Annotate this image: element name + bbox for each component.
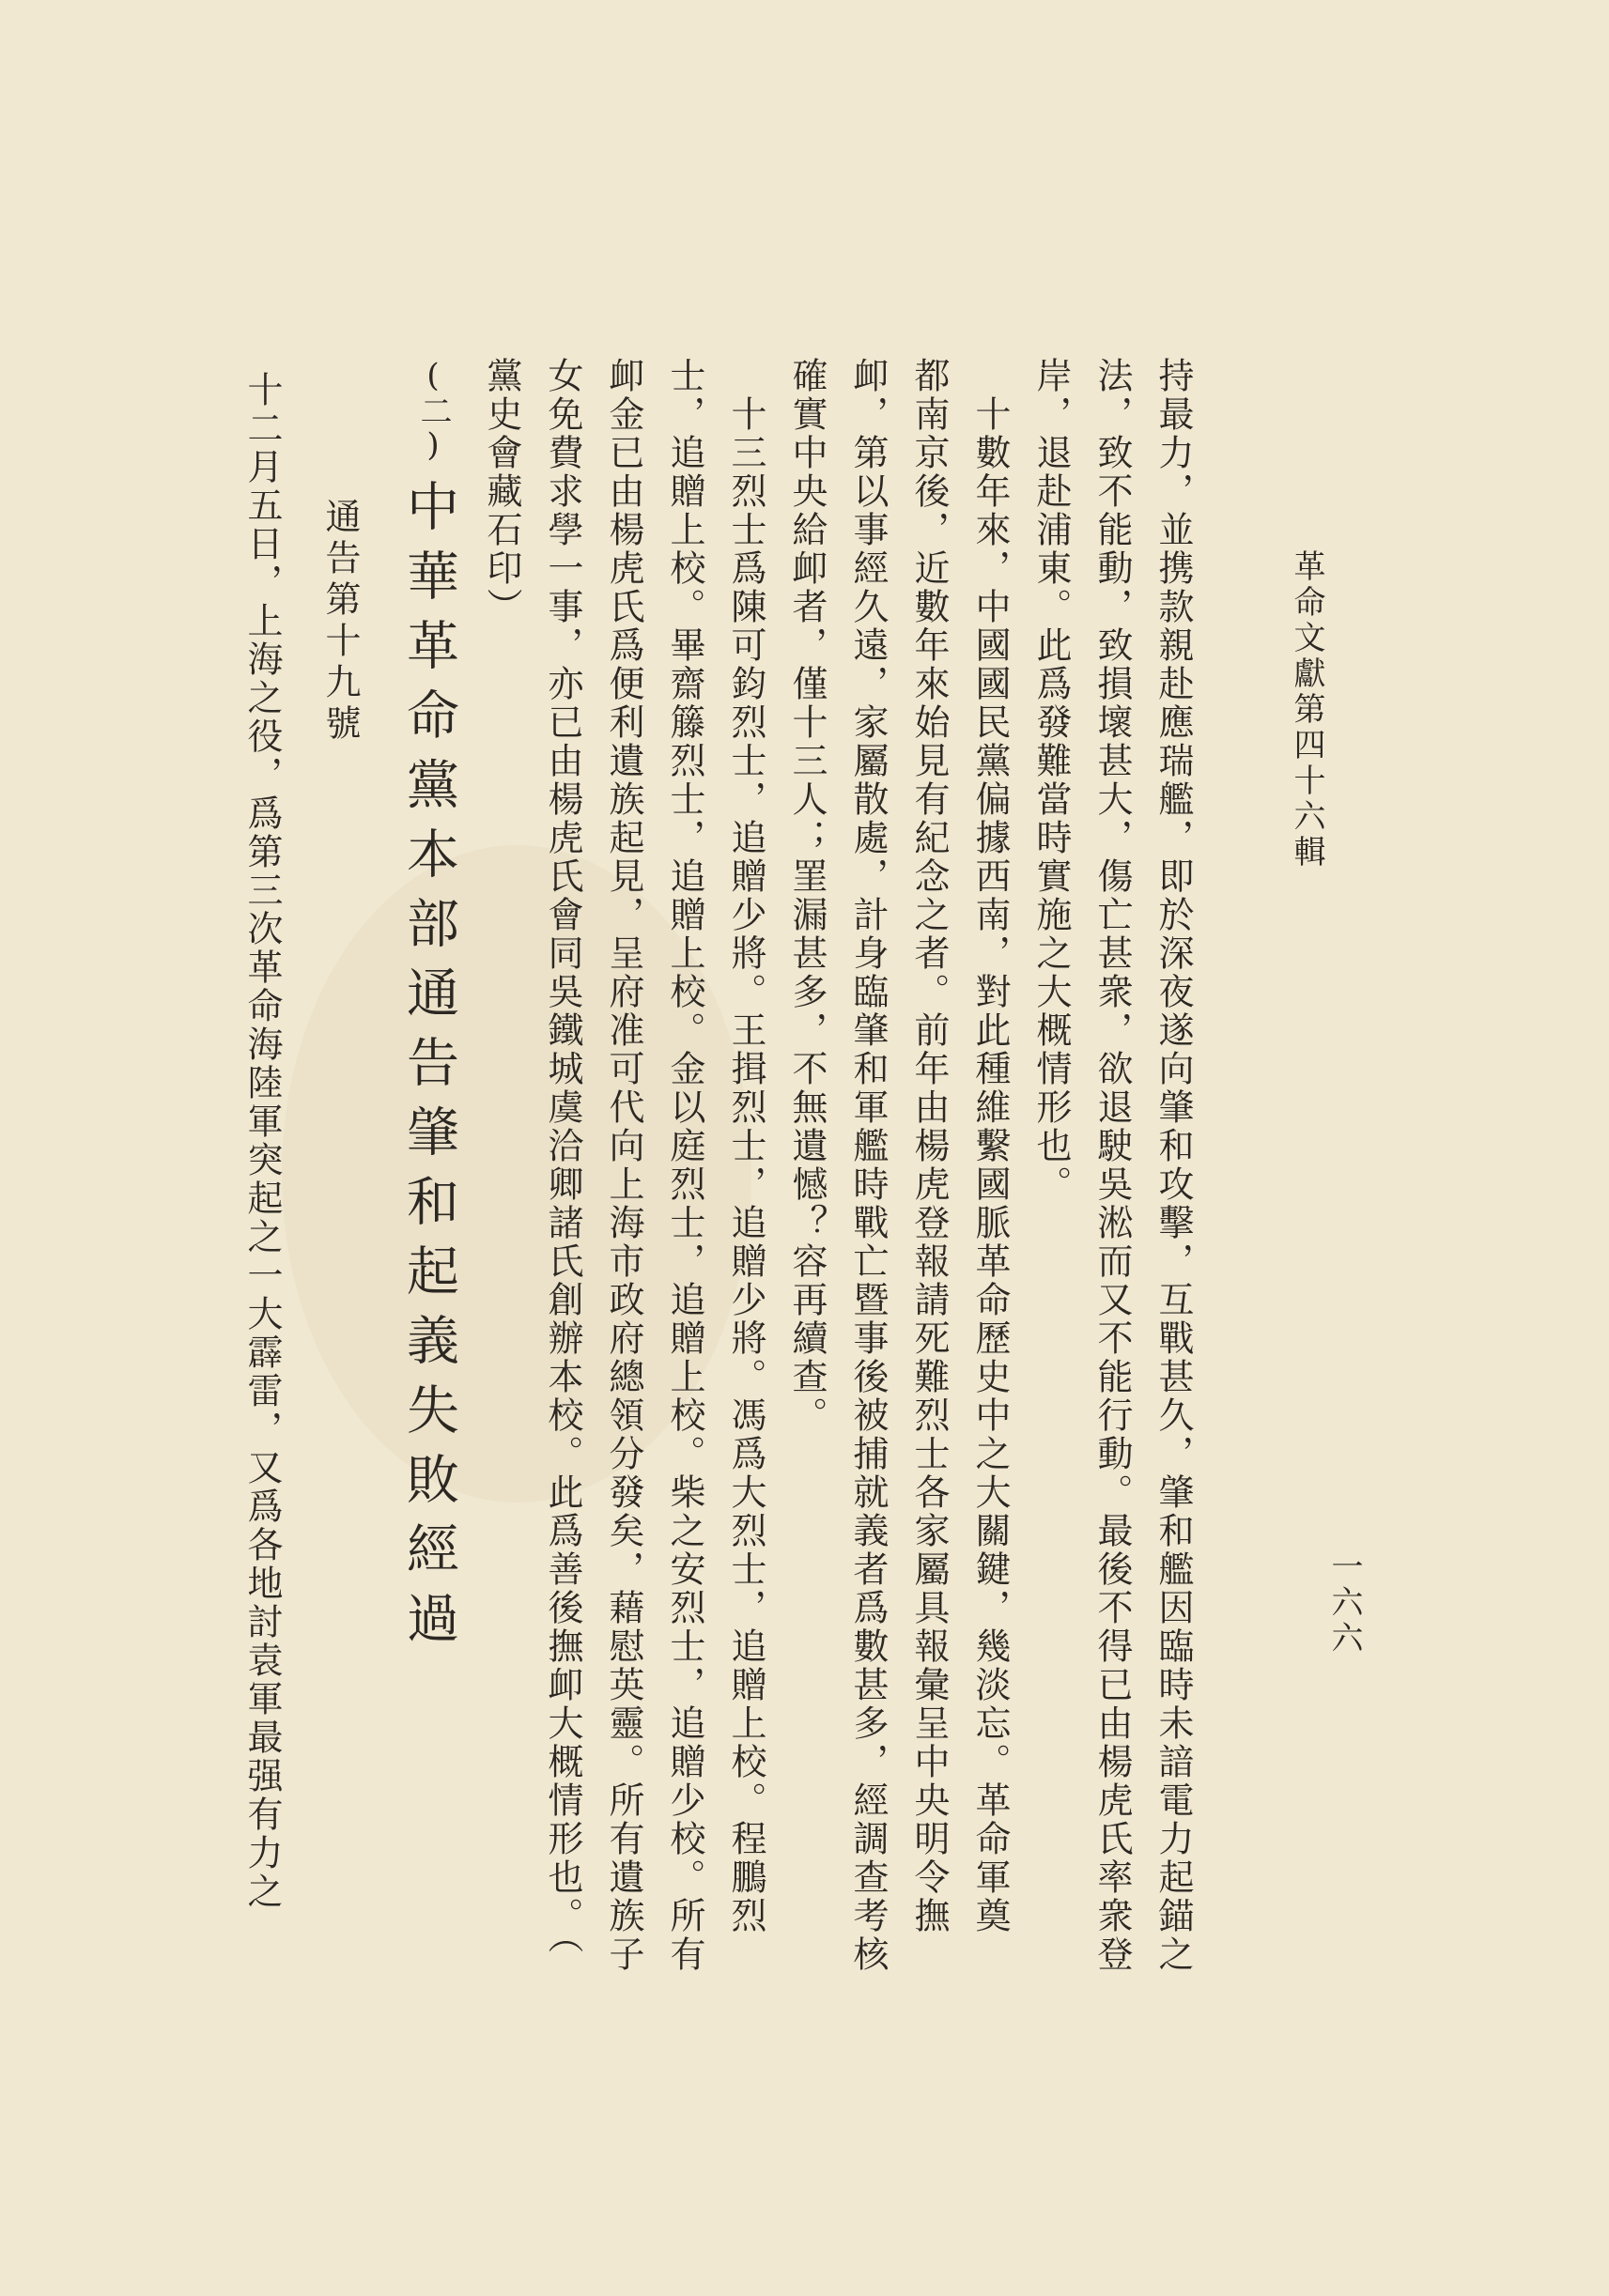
body-column: 黨史會藏石印） xyxy=(481,357,522,626)
notice-number: 通告第十九號 xyxy=(319,498,361,746)
body-column: 法，致不能動，致損壞甚大，傷亡甚衆，欲退駛吳淞而又不能行動。最後不得已由楊虎氏率衆登 xyxy=(1091,357,1133,1974)
body-column: 十數年來，中國國民黨偏據西南，對此種維繫國脈革命歷史中之大關鍵，幾淡忘。革命軍奠 xyxy=(969,395,1011,1935)
body-column: 確實中央給卹者，僅十三人；罣漏甚多，不無遺憾？容再續查。 xyxy=(786,357,828,1435)
body-column: 士，追贈上校。畢齋籐烈士，追贈上校。金以庭烈士，追贈上校。柴之安烈士，追贈少校。所有 xyxy=(664,357,705,1974)
page-number: 一六六 xyxy=(1325,1549,1363,1657)
section-title: 中華革命黨本部通告肇和起義失敗經過 xyxy=(398,479,459,1660)
section-number: (二) xyxy=(414,357,452,464)
book-title: 革命文獻第四十六輯 xyxy=(1288,549,1325,871)
body-column: 都南京後，近數年來始見有紀念之者。前年由楊虎登報請死難烈士各家屬具報彙呈中央明令撫 xyxy=(908,357,950,1935)
body-column: 岸，退赴浦東。此爲發難當時實施之大概情形也。 xyxy=(1030,357,1072,1204)
body-column: 卹金已由楊虎氏爲便利遺族起見，呈府准可代向上海市政府總領分發矣，藉慰英靈。所有遺族子 xyxy=(603,357,644,1974)
body-column: 卹，第以事經久遠，家屬散處，計身臨肇和軍艦時戰亡暨事後被捕就義者爲數甚多，經調查考核 xyxy=(847,357,889,1974)
body-column: 十三烈士爲陳可鈞烈士，追贈少將。王揖烈士，追贈少將。馮爲大烈士，追贈上校。程鵬烈 xyxy=(725,395,766,1935)
body-column: 持最力，並携款親赴應瑞艦，即於深夜遂向肇和攻擊，互戰甚久，肇和艦因臨時未諳電力起錨之 xyxy=(1153,357,1194,1974)
body-column: 女免費求學一事，亦已由楊虎氏會同吳鐵城虞洽卿諸氏創辦本校。此爲善後撫卹大概情形也。（ xyxy=(542,357,583,1956)
body-column: 十二月五日，上海之役，爲第三次革命海陸軍突起之一大霹雷，又爲各地討袁軍最强有力之 xyxy=(241,371,283,1911)
